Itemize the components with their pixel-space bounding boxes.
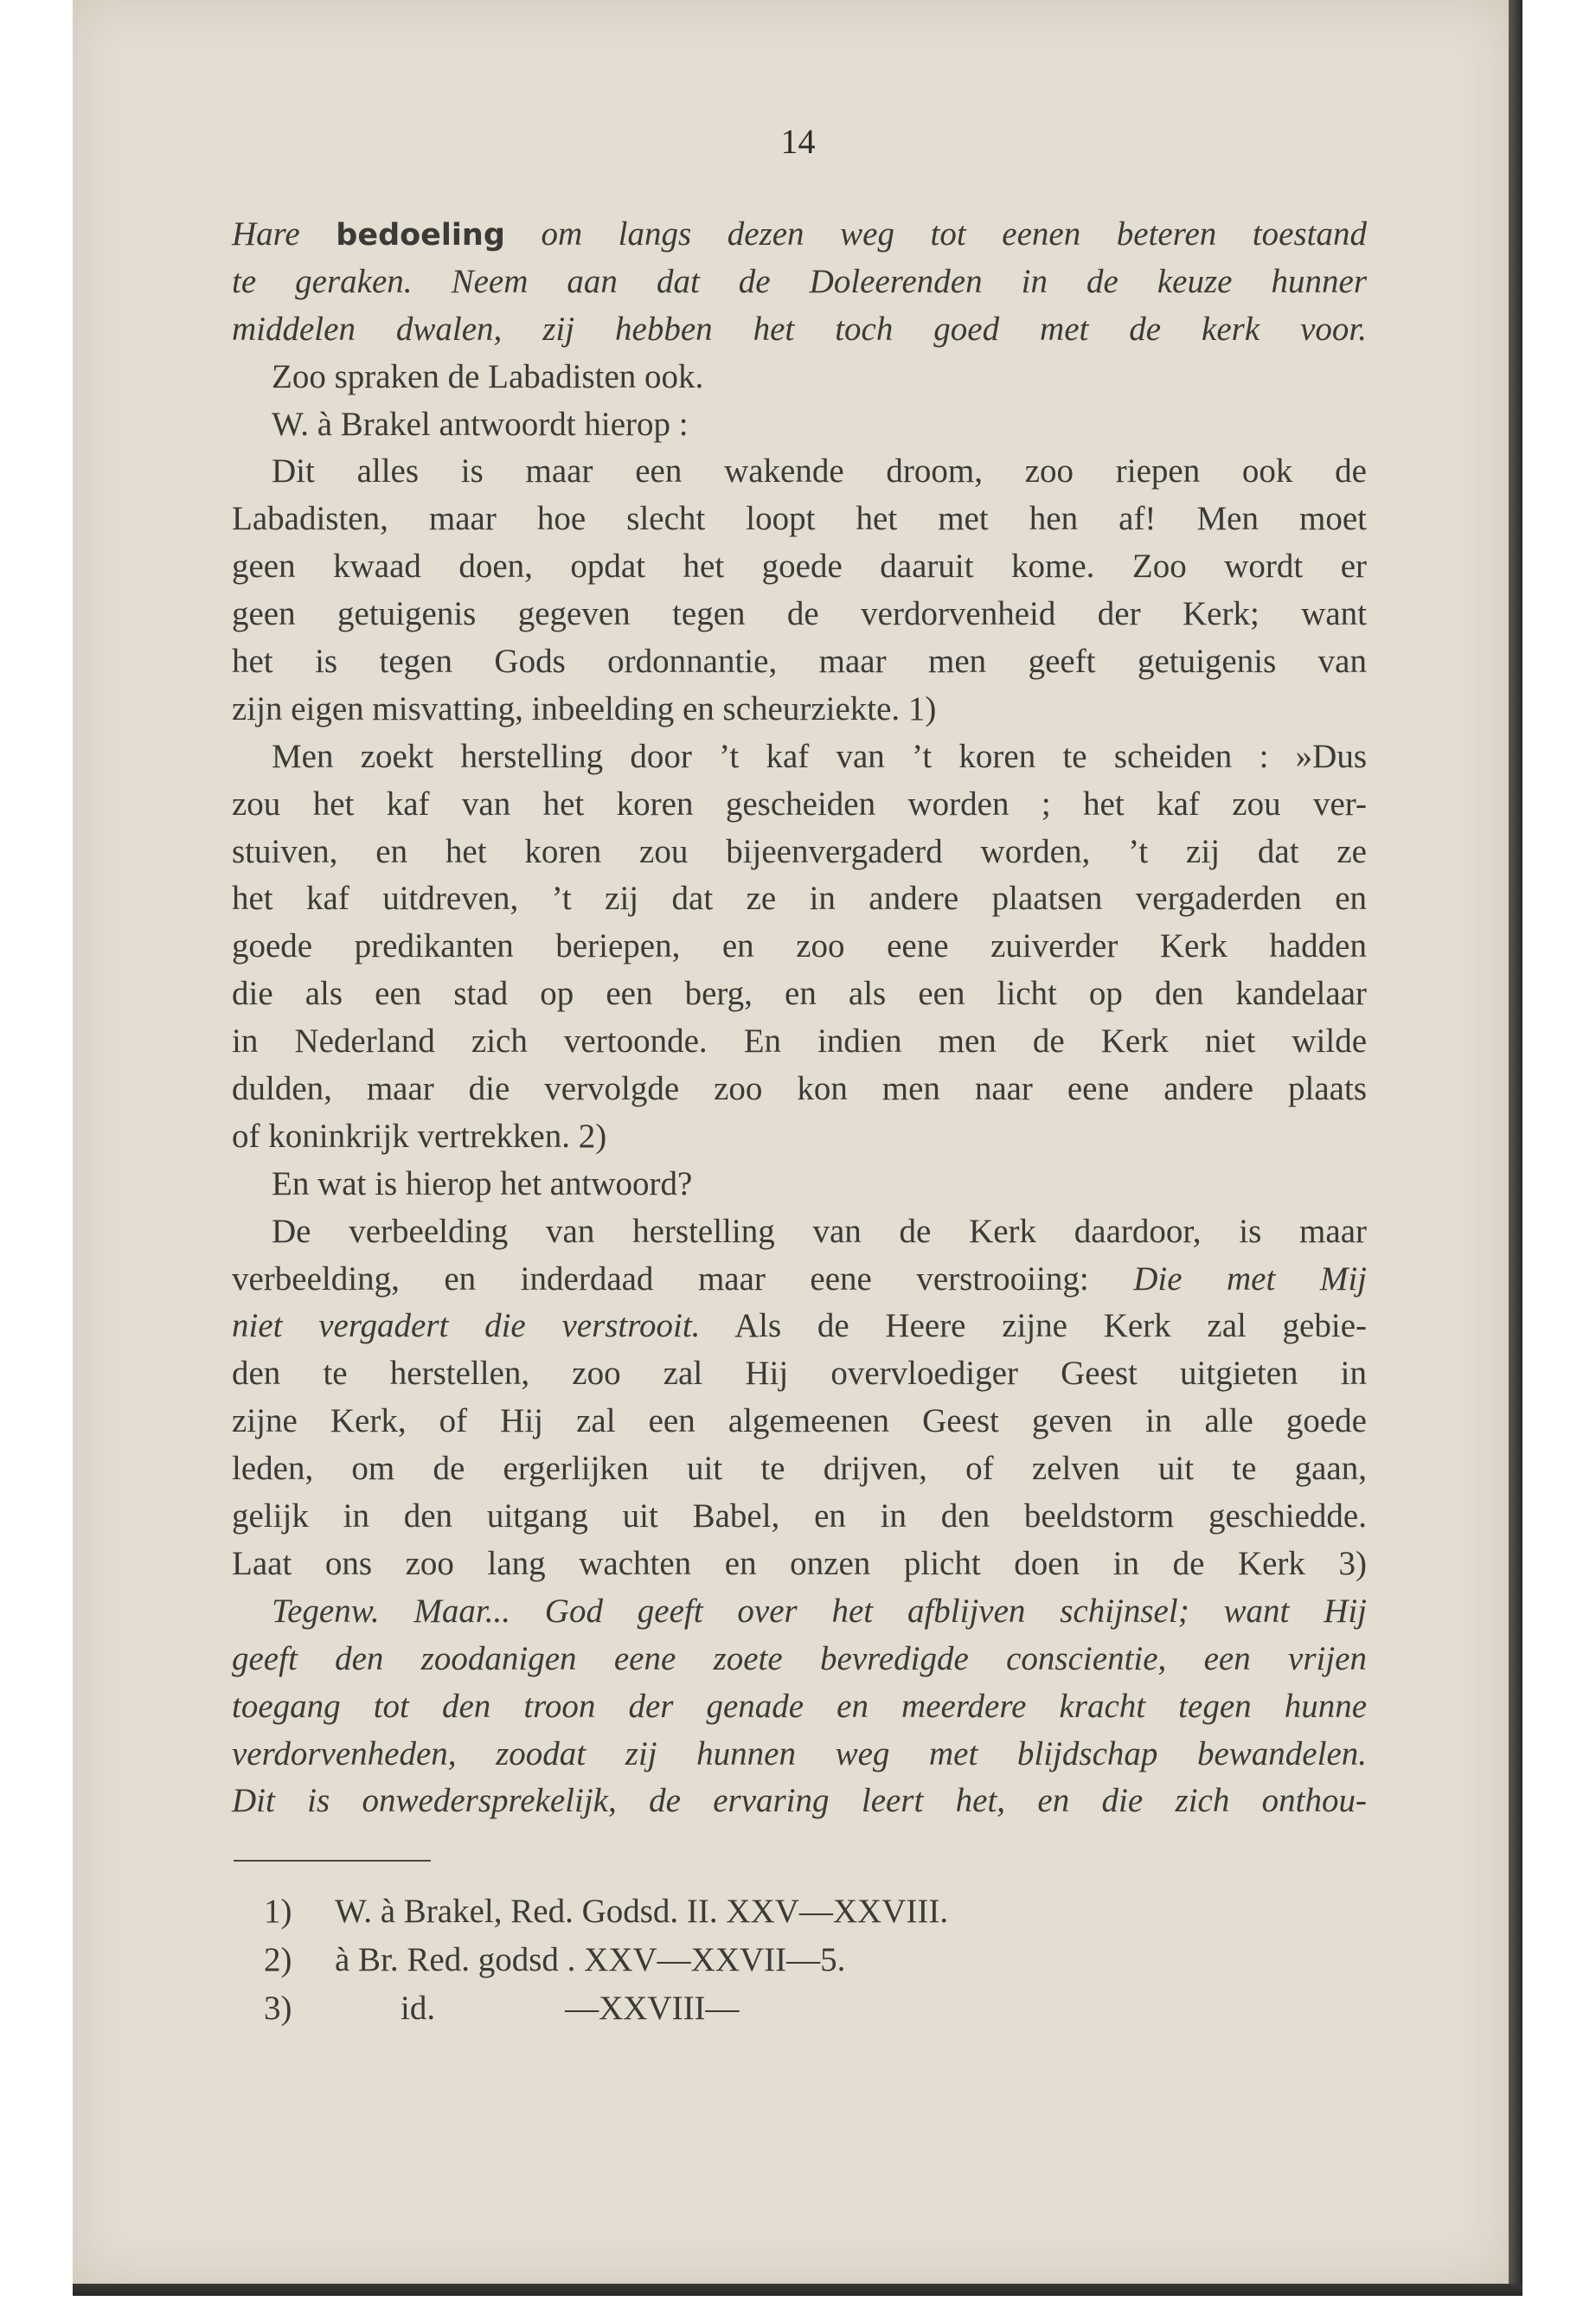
text-line: te geraken. Neem aan dat de Doleerenden in de keuze hunner	[232, 262, 1367, 300]
text-run-bold: bedoeling	[336, 218, 505, 253]
text-line	[232, 1303, 1367, 1350]
text-line: leden, om de ergerlijken uit te drijven, of zelven uit te gaan,	[232, 1450, 1367, 1488]
footnote-number: 1)	[264, 1893, 292, 1930]
text-line: zijne Kerk, of Hij zal een algemeenen Geest geven in alle goede	[232, 1402, 1367, 1440]
text-run: om langs dezen weg tot eenen beteren toestand	[504, 215, 1367, 253]
text-run: verbeelding, en inderdaad maar eene verstrooiing:	[232, 1259, 1134, 1298]
text-line: stuiven, en het koren zou bijeenvergaderd worden, ’t zij dat ze	[232, 832, 1367, 870]
page-bottom-edge	[73, 2284, 1522, 2296]
text-line	[232, 211, 1367, 259]
text-line: Labadisten, maar hoe slecht loopt het met hen af! Men moet	[232, 500, 1367, 538]
footnote	[264, 1936, 1215, 1984]
footnote-text: W. à Brakel, Red. Godsd. II. XXV—XXVIII.	[335, 1893, 949, 1930]
footnote-text: id.	[401, 1990, 436, 2027]
text-line: zou het kaf van het koren gescheiden worden ; het kaf zou ver-	[232, 785, 1367, 823]
text-line: of koninkrijk vertrekken. 2)	[232, 1117, 607, 1155]
text-line: gelijk in den uitgang uit Babel, en in den beeldstorm geschiedde.	[232, 1497, 1367, 1535]
text-line: den te herstellen, zoo zal Hij overvloediger Geest uitgieten in	[232, 1355, 1367, 1393]
text-run: Als de Heere zijne Kerk zal gebie-	[700, 1307, 1368, 1345]
text-line: dulden, maar die vervolgde zoo kon men naar eene andere plaats	[232, 1070, 1367, 1108]
text-line: Zoo spraken de Labadisten ook.	[272, 357, 704, 395]
footnote-text: —XXVIII—	[565, 1990, 740, 2027]
text-line: het kaf uitdreven, ’t zij dat ze in andere plaatsen vergaderden en	[232, 880, 1367, 918]
text-run-italic: Die met Mij	[1133, 1259, 1368, 1298]
text-line: Dit alles is maar een wakende droom, zoo riepen ook de	[272, 452, 1367, 490]
footnote-divider	[234, 1860, 431, 1862]
text-line: het is tegen Gods ordonnantie, maar men geeft getuigenis van	[232, 643, 1367, 681]
footnote	[264, 1984, 1215, 2033]
text-line: in Nederland zich vertoonde. En indien men de Kerk niet wilde	[232, 1022, 1367, 1061]
text-run-italic: niet vergadert die verstrooit.	[232, 1307, 701, 1345]
footnotes	[264, 1888, 1215, 2033]
text-line: Dit is onwedersprekelijk, de ervaring leert het, en die zich onthou-	[232, 1782, 1367, 1820]
text-line: Laat ons zoo lang wachten en onzen plicht doen in de Kerk 3)	[232, 1544, 1367, 1582]
text-line: Men zoekt herstelling door ’t kaf van ’t koren te scheiden : »Dus	[272, 737, 1367, 775]
text-line: geen kwaad doen, opdat het goede daaruit kome. Zoo wordt er	[232, 548, 1367, 586]
text-line: geen getuigenis gegeven tegen de verdorvenheid der Kerk; want	[232, 595, 1367, 633]
text-run: Hare	[232, 215, 337, 253]
page-right-edge	[1509, 0, 1522, 2292]
text-line: geeft den zoodanigen eene zoete bevredigde conscientie, een vrijen	[232, 1639, 1367, 1677]
body-text	[232, 211, 1367, 1825]
text-line: die als een stad op een berg, en als een licht op den kandelaar	[232, 975, 1367, 1013]
text-line: De verbeelding van herstelling van de Kerk daardoor, is maar	[272, 1212, 1367, 1250]
text-line: En wat is hierop het antwoord?	[272, 1164, 693, 1202]
text-line: Tegenw. Maar... God geeft over het afblijven schijnsel; want Hij	[272, 1592, 1367, 1630]
text-line: verdorvenheden, zoodat zij hunnen weg met blijdschap bewandelen.	[232, 1734, 1367, 1772]
text-line: toegang tot den troon der genade en meerdere kracht tegen hunne	[232, 1687, 1367, 1725]
footnote	[264, 1888, 1215, 1936]
text-line	[232, 1256, 1367, 1304]
text-line: zijn eigen misvatting, inbeelding en scheurziekte. 1)	[232, 689, 937, 727]
text-line: middelen dwalen, zij hebben het toch goed met de kerk voor.	[232, 310, 1367, 348]
text-line: goede predikanten beriepen, en zoo eene zuiverder Kerk hadden	[232, 927, 1367, 965]
footnote-number: 2)	[264, 1941, 292, 1978]
text-line: W. à Brakel antwoordt hierop :	[272, 405, 689, 443]
footnote-number: 3)	[264, 1990, 292, 2027]
footnote-text: à Br. Red. godsd . XXV—XXVII—5.	[335, 1941, 846, 1978]
page-number: 14	[780, 122, 816, 161]
